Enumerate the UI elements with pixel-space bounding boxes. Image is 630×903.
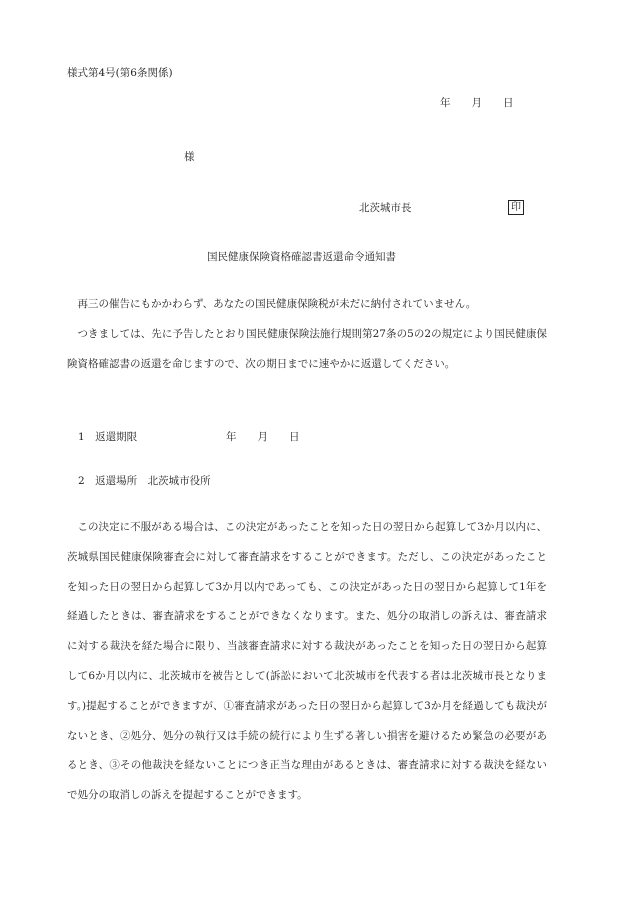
issue-date: 年 月 日: [440, 97, 514, 109]
document-title: 国民健康保険資格確認書返還命令通知書: [207, 251, 396, 263]
item-2-label: 2 返還場所 北茨城市役所: [78, 475, 211, 487]
body-paragraph-2: つきましては、先に予告したとおり国民健康保険法施行規則第27条の5の2の規定により国民健康保険資格確認書の返還を命じますので、次の期日までに速やかに返還してください。: [67, 327, 547, 370]
item-1-date: 年 月 日: [226, 431, 300, 443]
body-paragraph-1: 再三の催告にもかかわらず、あなたの国民健康保険税が未だに納付されていません。: [77, 298, 477, 310]
issuer-name: 北茨城市長: [359, 202, 412, 214]
form-number: 様式第4号(第6条関係): [67, 67, 173, 79]
appeal-notice: [67, 513, 547, 811]
addressee-suffix: 様: [184, 151, 195, 163]
seal-mark: [508, 200, 524, 215]
item-1-label: 1 返還期限: [78, 431, 138, 443]
body-text: [67, 290, 547, 379]
appeal-notice-text: この決定に不服がある場合は、この決定があったことを知った日の翌日から起算して3か月以内に、茨城県国民健康保険審査会に対して審査請求をすることができます。ただし、この決定があったことを知った日の翌日から起算して3か月以内であっても、この決定があった日の翌日から起算して1年を経過したときは、審査請求をすることができなくなります。また、処分の取消しの訴えは、審査請求に対する裁決を経た場合に限り、当該審査請求に対する裁決があったことを知った日の翌日から起算して6か月以内に、北茨城市を被告として(訴訟において北茨城市を代表する者は北茨城市長となります。)提起することができますが、①審査請求があった日の翌日から起算して3か月を経過しても裁決がないとき、②処分、処分の執行又は手続の続行により生ずる著しい損害を避けるため緊急の必要があるとき、③その他裁決を経ないことにつき正当な理由があるときは、審査請求に対する裁決を経ないで処分の取消しの訴えを提起することができます。: [67, 521, 547, 802]
seal-text: 印: [508, 200, 524, 215]
